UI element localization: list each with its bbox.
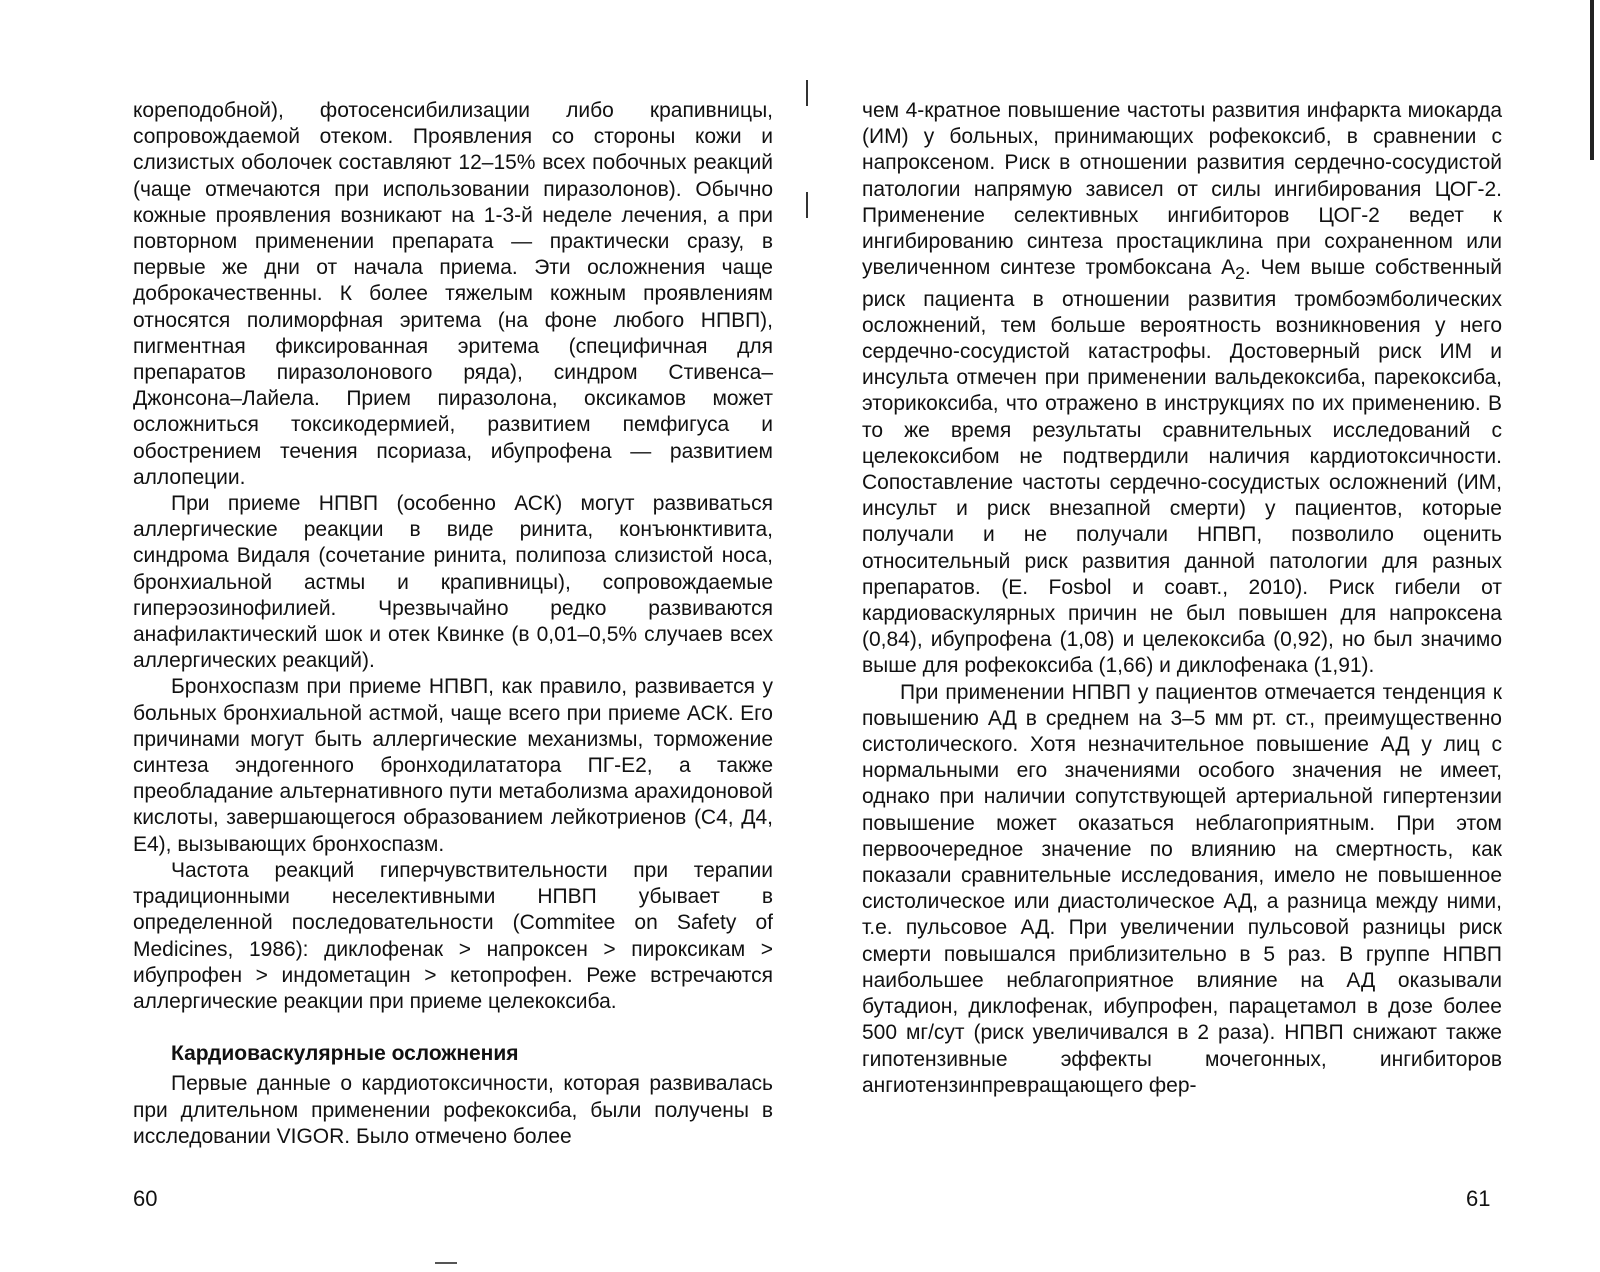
right-paragraph-1-part-b: . Чем выше собственный риск пациента в отношении развития тромбоэмболических осложнений, тем больше вероятность возникновения у него сердечно-сосудистой катастрофы. Достоверный риск ИМ и инсульта отмечен при применении вальдекоксиба, парекоксиба, эторикоксиба, что отражено в инструкциях по их применению. В то же время результаты сравнительных исследований с целекоксибом не подтвердили наличия кардиотоксичности. Сопоставление частоты сердечно-сосудистых осложнений (ИМ, инсульт и риск внезапной смерти) у пациентов, которые получали и не получали НПВП, позволило оценить относительный риск развития данной патологии для разных препаратов. (E. Fosbol и соавт., 2010). Риск гибели от кардиоваскулярных причин не был повышен для напроксена (0,84), ибупрофена (1,08) и целекоксиба (0,92), но был значимо выше для рофекоксиба (1,66) и диклофенака (1,91). <box>862 256 1502 678</box>
right-page <box>862 98 1502 1099</box>
left-paragraph-4: Частота реакций гиперчувствительности при терапии традиционными неселективными НПВП убывает в определенной последовательности (Commitee on Safety of Medicines, 1986): диклофенак > напроксен > пироксикам > ибупрофен > индометацин > кетопрофен. Реже встречаются аллергические реакции при приеме целекоксиба. <box>133 858 773 1013</box>
page-number-left: 60 <box>133 1186 158 1211</box>
left-paragraph-1: кореподобной), фотосенсибилизации либо крапивницы, сопровождаемой отеком. Проявления со стороны кожи и слизистых оболочек составляют 12–15% всех побочных реакций (чаще отмечаются при использовании пиразолонов). Обычно кожные проявления возникают на 1-3-й неделе лечения, а при повторном применении препарата — практически сразу, в первые же дни от начала приема. Эти осложнения чаще доброкачественны. К более тяжелым кожным проявлениям относятся полиморфная эритема (на фоне любого НПВП), пигментная фиксированная эритема (специфичная для препаратов пиразолонового ряда), синдром Стивенса–Джонсона–Лайела. Прием пиразолона, оксикамов может осложниться токсикодермией, развитием пемфигуса и обострением течения псориаза, ибупрофена — развитием аллопеции. <box>133 99 773 489</box>
right-paragraph-2: При применении НПВП у пациентов отмечается тенденция к повышению АД в среднем на 3–5 мм рт. ст., преимущественно систолического. Хотя незначительное повышение АД у лиц с нормальными его значениями особого значения не имеет, однако при наличии сопутствующей артериальной гипертензии повышение может оказаться неблагоприятным. При этом первоочередное значение по влиянию на смертность, как показали сравнительные исследования, имело не повышенное систолическое или диастолическое АД, а разница между ними, т.е. пульсовое АД. При увеличении пульсовой разницы риск смерти повышался приблизительно в 5 раз. В группе НПВП наибольшее неблагоприятное влияние на АД оказывали бутадион, диклофенак, ибупрофен, парацетамол в дозе более 500 мг/сут (риск увеличивался в 2 раза). НПВП снижают также гипотензивные эффекты мочегонных, ингибиторов ангиотензинпревращающего фер- <box>862 680 1502 1097</box>
scan-bottom-mark <box>435 1262 457 1264</box>
right-paragraph-1-part-a: чем 4-кратное повышение частоты развития инфаркта миокарда (ИМ) у больных, принимающих рофекоксиб, в сравнении с напроксеном. Риск в отношении развития сердечно-сосудистой патологии напрямую зависел от силы ингибирования ЦОГ-2. Применение селективных ингибиторов ЦОГ-2 ведет к ингибированию синтеза простациклина при сохраненном или увеличенном синтезе тромбоксана А <box>862 99 1502 280</box>
gutter-line-middle <box>806 192 808 218</box>
left-paragraph-2: При приеме НПВП (особенно АСК) могут развиваться аллергические реакции в виде ринита, конъюнктивита, синдрома Видаля (сочетание ринита, полипоза слизистой носа, бронхиальной астмы и крапивницы), сопровождаемые гиперэозинофилией. Чрезвычайно редко развиваются анафилактический шок и отек Квинке (в 0,01–0,5% случаев всех аллергических реакций). <box>133 492 773 673</box>
scan-edge-line <box>1590 0 1594 160</box>
left-paragraph-5: Первые данные о кардиотоксичности, которая развивалась при длительном применении рофекоксиба, были получены в исследовании VIGOR. Было отмечено более <box>133 1072 773 1148</box>
section-heading: Кардиоваскулярные осложнения <box>171 1042 519 1066</box>
left-paragraph-3: Бронхоспазм при приеме НПВП, как правило, развивается у больных бронхиальной астмой, чаще всего при приеме АСК. Его причинами могут быть аллергические механизмы, торможение синтеза эндогенного бронходилататора ПГ-Е2, а также преобладание альтернативного пути метаболизма арахидоновой кислоты, завершающегося образованием лейкотриенов (С4, Д4, Е4), вызывающих бронхоспазм. <box>133 675 773 856</box>
page-number-right: 61 <box>1466 1186 1491 1211</box>
gutter-line-top <box>806 80 808 106</box>
right-paragraph-1 <box>862 98 1502 680</box>
subscript-2: 2 <box>1235 263 1245 284</box>
left-page <box>133 98 773 1150</box>
